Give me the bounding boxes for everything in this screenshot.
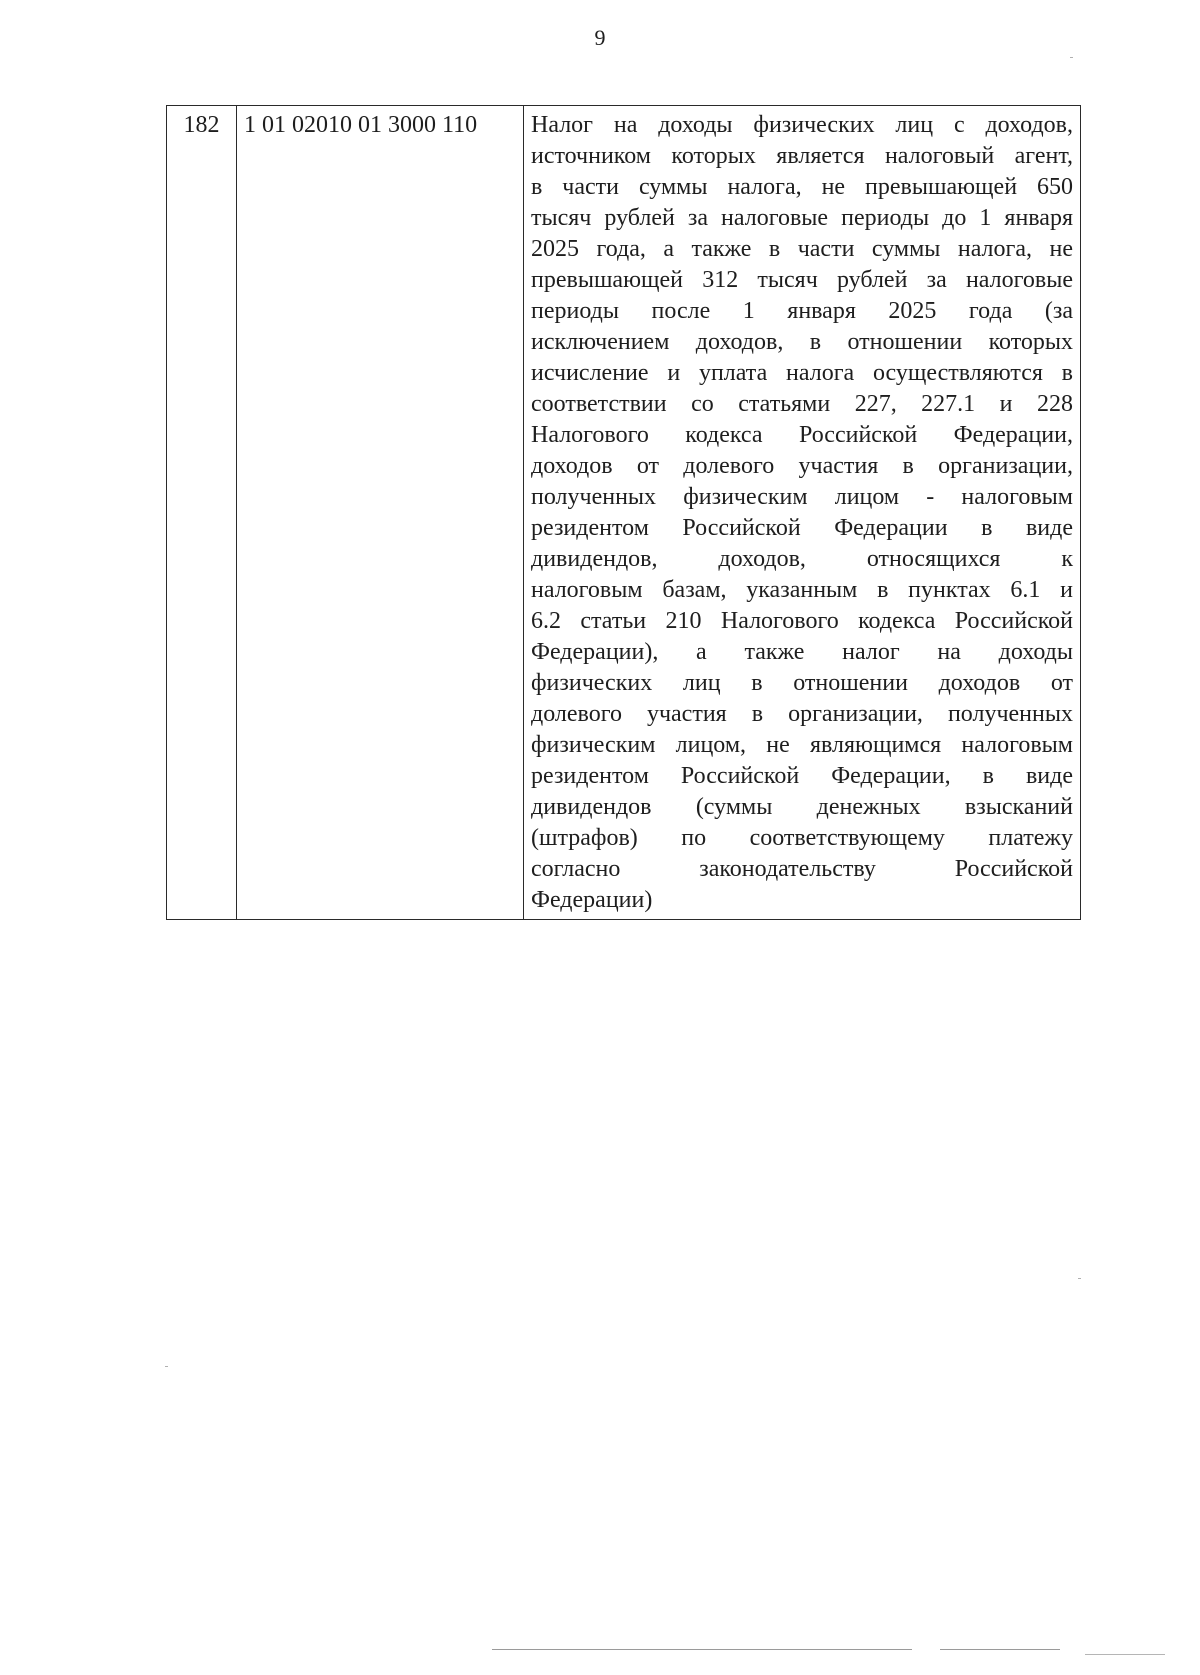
description-line: исключением доходов, в отношении которых bbox=[531, 329, 1073, 355]
description-line: источником которых является налоговый агент, bbox=[531, 143, 1073, 169]
description-line: Налог на доходы физических лиц с доходов, bbox=[531, 112, 1073, 138]
description-line: физических лиц в отношении доходов от bbox=[531, 670, 1073, 696]
description-line: налоговым базам, указанным в пунктах 6.1 и bbox=[531, 577, 1073, 603]
table-row bbox=[167, 106, 1081, 920]
description-line: (штрафов) по соответствующему платежу bbox=[531, 825, 1073, 851]
budget-codes-table bbox=[166, 105, 1081, 920]
description-line: 2025 года, а также в части суммы налога, не bbox=[531, 236, 1073, 262]
description-line: в части суммы налога, не превышающей 650 bbox=[531, 174, 1073, 200]
description-line: 6.2 статьи 210 Налогового кодекса Российской bbox=[531, 608, 1073, 634]
description-line: долевого участия в организации, полученных bbox=[531, 701, 1073, 727]
description-line: дивидендов (суммы денежных взысканий bbox=[531, 794, 1073, 820]
description-line: Федерации), а также налог на доходы bbox=[531, 639, 1073, 665]
description-line: согласно законодательству Российской bbox=[531, 856, 1073, 882]
description-line: превышающей 312 тысяч рублей за налоговые bbox=[531, 267, 1073, 293]
description-line: Федерации) bbox=[531, 887, 653, 913]
description-line: резидентом Российской Федерации в виде bbox=[531, 515, 1073, 541]
description-line: соответствии со статьями 227, 227.1 и 228 bbox=[531, 391, 1073, 417]
description-line: тысяч рублей за налоговые периоды до 1 января bbox=[531, 205, 1073, 231]
scan-speck bbox=[165, 1366, 168, 1367]
description-cell bbox=[524, 106, 1081, 920]
page-number: 9 bbox=[594, 25, 606, 50]
footer-rule bbox=[1085, 1654, 1165, 1655]
scan-speck bbox=[1070, 57, 1073, 58]
admin-code-cell: 182 bbox=[167, 106, 237, 920]
description-line: дивидендов, доходов, относящихся к bbox=[531, 546, 1073, 572]
description-line: доходов от долевого участия в организации, bbox=[531, 453, 1073, 479]
footer-rule bbox=[492, 1649, 912, 1650]
kbk-code-cell: 1 01 02010 01 3000 110 bbox=[237, 106, 524, 920]
scan-speck bbox=[1078, 1278, 1081, 1279]
description-line: полученных физическим лицом - налоговым bbox=[531, 484, 1073, 510]
description-line: периоды после 1 января 2025 года (за bbox=[531, 298, 1073, 324]
description-line: физическим лицом, не являющимся налоговым bbox=[531, 732, 1073, 758]
description-line: исчисление и уплата налога осуществляются в bbox=[531, 360, 1073, 386]
description-line: резидентом Российской Федерации, в виде bbox=[531, 763, 1073, 789]
description-line: Налогового кодекса Российской Федерации, bbox=[531, 422, 1073, 448]
footer-rule bbox=[940, 1649, 1060, 1650]
